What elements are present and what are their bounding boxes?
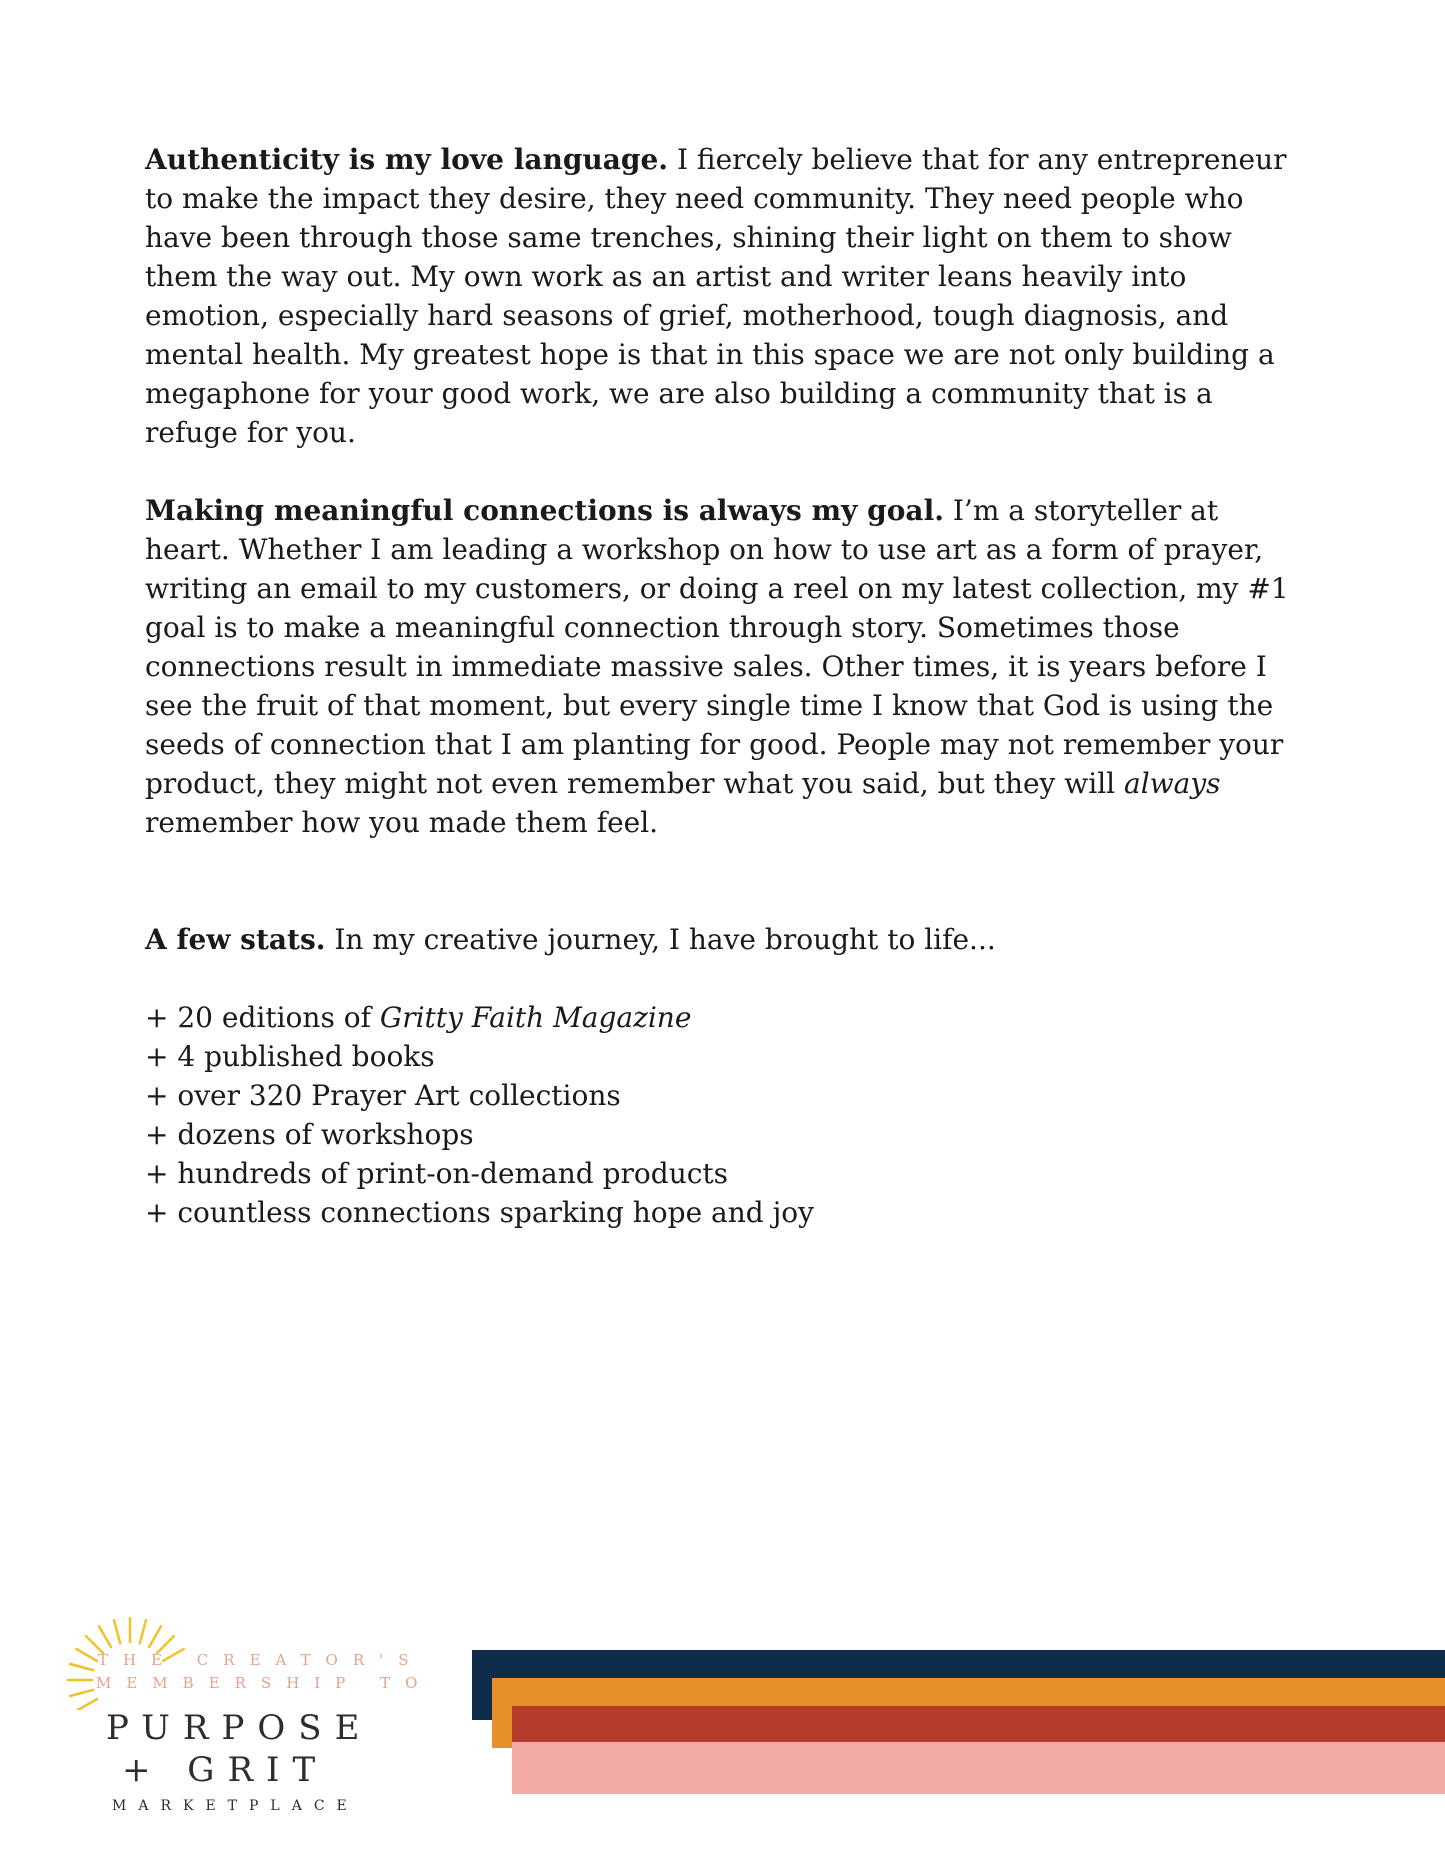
paragraph-connections (145, 491, 1305, 842)
sun-ray (99, 1626, 111, 1647)
sun-ray (70, 1690, 93, 1696)
stats-intro-text: In my creative journey, I have brought to life... (325, 923, 996, 956)
stats-lead: A few stats. (145, 923, 326, 956)
stats-intro (145, 920, 1305, 959)
sun-ray (149, 1626, 161, 1647)
stats-item: + 4 published books (145, 1040, 435, 1073)
paragraph-emphasis: always (1124, 767, 1221, 800)
sun-ray (76, 1649, 97, 1661)
stats-item: + 20 editions of Gritty Faith Magazine (145, 1001, 692, 1034)
logo-tagline-2: MEMBERSHIP TO (96, 1674, 433, 1692)
logo-tagline-1: THE CREATOR'S (98, 1651, 424, 1669)
stats-item: + over 320 Prayer Art collections (145, 1079, 621, 1112)
sun-ray (140, 1620, 146, 1643)
brand-logo (30, 1580, 433, 1820)
paragraph-body: I’m a storyteller at heart. Whether I am leading a workshop on how to use art as a form of prayer, writing an email to my customers, or doing a reel on my latest collection, my #1 goal is to make a meaningful connection through story. Sometimes those connections result in immediate massive sales. Other times, it is years before I see the fruit of that moment, but every single time I know that God is using the seeds of connection that I am planting for good. People may not remember your product, they might not even remember what you said, but they will (145, 494, 1289, 800)
logo-wordmark-marketplace: MARKETPLACE (112, 1798, 359, 1814)
stripe-pink (512, 1742, 1445, 1794)
logo-wordmark-purpose: PURPOSE (106, 1708, 373, 1748)
stats-item: + dozens of workshops (145, 1118, 474, 1151)
stats-item: + countless connections sparking hope and joy (145, 1196, 814, 1229)
logo-wordmark-grit: + GRIT (122, 1750, 329, 1790)
stats-list (145, 998, 1305, 1232)
paragraph-tail: remember how you made them feel. (145, 806, 659, 839)
sun-ray (76, 1699, 97, 1710)
main-content (145, 140, 1305, 1232)
stats-item: + hundreds of print-on-demand products (145, 1157, 729, 1190)
paragraph-authenticity (145, 140, 1305, 452)
paragraph-lead: Making meaningful connections is always my goal. (145, 494, 944, 527)
paragraph-body: I fiercely believe that for any entrepreneur to make the impact they desire, they need community. They need people who have been through those same trenches, shining their light on them to show them the way out. My own work as an artist and writer leans heavily into emotion, especially hard seasons of grief, motherhood, tough diagnosis, and mental health. My greatest hope is that in this space we are not only building a megaphone for your good work, we are also building a community that is a refuge for you. (145, 143, 1287, 449)
sun-ray (70, 1664, 93, 1670)
paragraph-lead: Authenticity is my love language. (145, 143, 669, 176)
sun-ray (114, 1620, 120, 1643)
